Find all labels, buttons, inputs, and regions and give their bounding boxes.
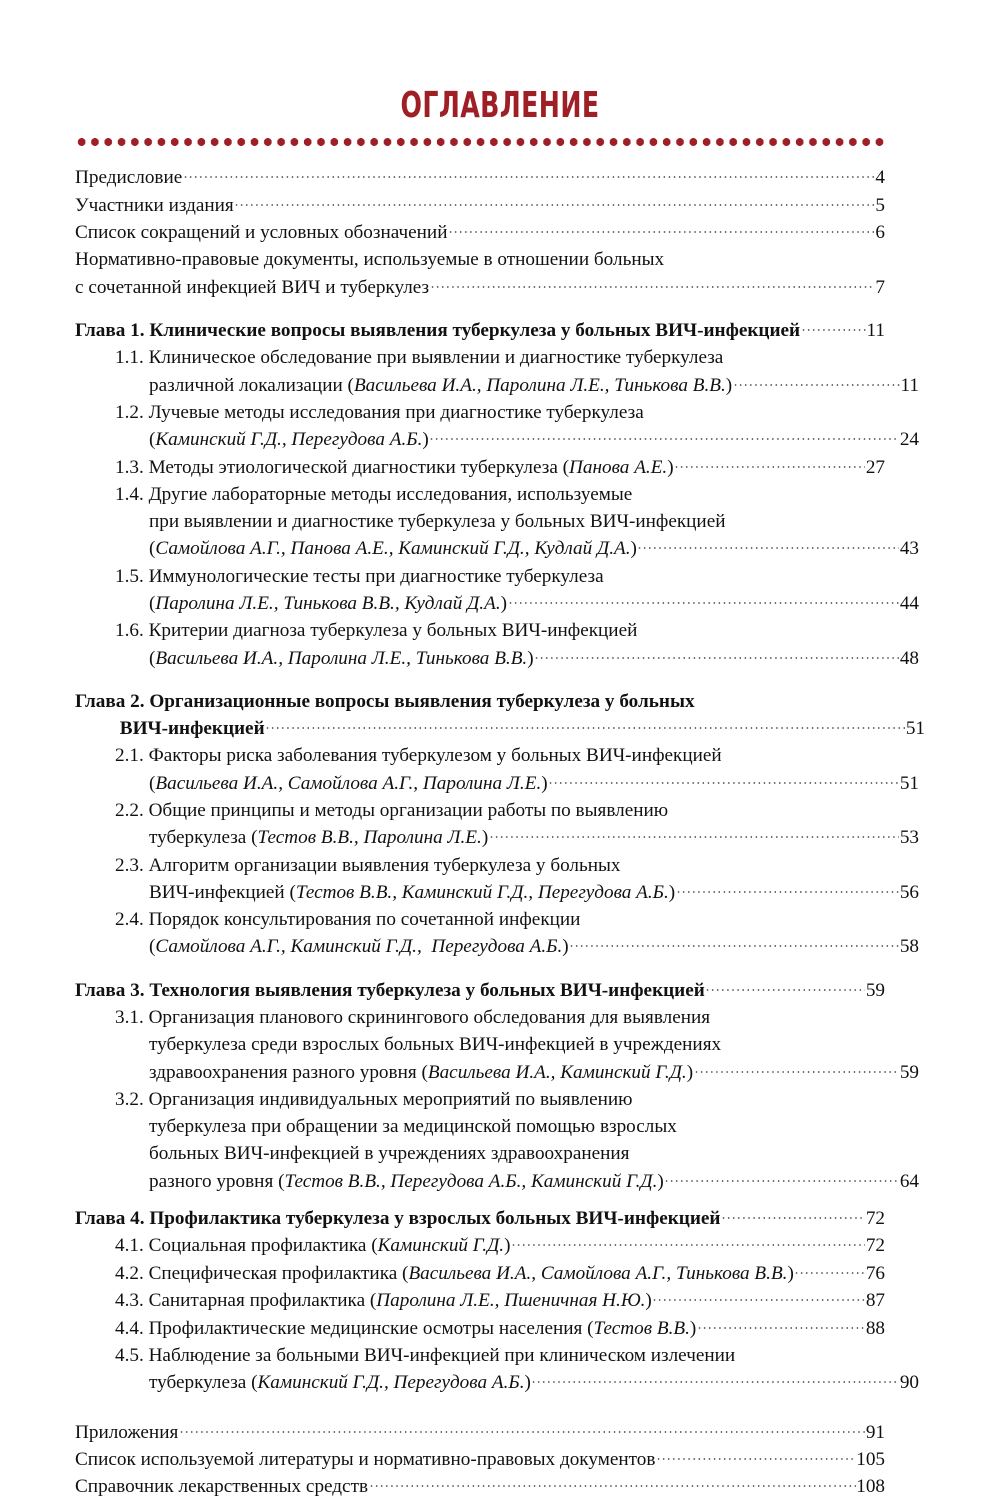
toc-entry-drug-reference[interactable]: [75, 1473, 885, 1500]
section-page: 64: [899, 1170, 919, 1192]
dot-leader: [801, 317, 866, 336]
chapter-4-list: [75, 1205, 919, 1397]
dot-leader: [637, 535, 899, 554]
section-authors: Паролина Л.Е., Пшеничная Н.Ю.: [376, 1290, 646, 1312]
section-authors: Самойлова А.Г., Каминский Г.Д., Перегудова А.Б.: [155, 936, 563, 958]
toc-section-1-5[interactable]: [115, 563, 919, 618]
section-page: 48: [899, 647, 919, 669]
section-label-line2: при выявлении и диагностике туберкулеза у больных ВИЧ-инфекцией: [149, 510, 726, 532]
section-label-line1: 1.1. Клиническое обследование при выявлении и диагностике туберкулеза: [115, 347, 724, 369]
dot-leader: [676, 879, 900, 898]
toc-entry-appendices[interactable]: [75, 1418, 885, 1445]
section-page: 76: [865, 1262, 885, 1284]
section-label-last-line: 4.3. Санитарная профилактика (Паролина Л.Е., Пшеничная Н.Ю.): [115, 1290, 652, 1312]
section-label-line1: 2.3. Алгоритм организации выявления туберкулеза у больных: [115, 854, 621, 876]
dot-leader: [694, 1058, 900, 1077]
toc-entry-label: с сочетанной инфекцией ВИЧ и туберкулез: [75, 276, 430, 298]
front-matter-list: [75, 164, 885, 301]
section-label-last-line: (Самойлова А.Г., Панова А.Е., Каминский Г.Д., Кудлай Д.А.): [149, 538, 637, 560]
toc-section-4-1[interactable]: [115, 1232, 885, 1259]
dot-leader: [794, 1260, 865, 1279]
section-label-line1: 3.1. Организация планового скринингового обследования для выявления: [115, 1007, 711, 1029]
section-page: 51: [899, 772, 919, 794]
toc-entry-label: Предисловие: [75, 167, 183, 189]
toc-section-2-2[interactable]: [115, 797, 919, 852]
toc-entry-preface[interactable]: [75, 164, 885, 191]
dot-leader: [697, 1314, 866, 1333]
toc-chapter-4-heading[interactable]: [75, 1205, 885, 1232]
dot-leader: [234, 191, 875, 210]
section-page: 58: [899, 936, 919, 958]
toc-entry-page: 108: [856, 1476, 885, 1498]
section-page: 87: [865, 1290, 885, 1312]
toc-chapter-1-heading[interactable]: [75, 317, 885, 344]
section-label-last-line: (Васильева И.А., Паролина Л.Е., Тинькова В.В.): [149, 647, 534, 669]
dot-leader: [430, 273, 875, 292]
toc-entry-abbreviations[interactable]: [75, 219, 885, 246]
section-label-last-line: туберкулеза (Тестов В.В., Паролина Л.Е.): [149, 827, 489, 849]
dot-leader: [531, 1369, 899, 1388]
toc-entry-label: Список используемой литературы и нормативно-правовых документов: [75, 1449, 656, 1470]
toc-section-2-3[interactable]: [115, 852, 919, 907]
chapter-title-line1: Глава 2. Организационные вопросы выявления туберкулеза у больных: [75, 690, 695, 712]
dot-leader: [511, 1232, 865, 1251]
toc-chapter-3-heading[interactable]: [75, 977, 885, 1004]
dot-leader: [569, 933, 899, 952]
toc-entry-page: 4: [875, 167, 885, 189]
chapter-page: 11: [866, 319, 885, 341]
toc-entry-label: Список сокращений и условных обозначений: [75, 221, 448, 243]
section-authors: Каминский Г.Д., Перегудова А.Б.: [257, 1372, 525, 1394]
toc-section-1-4[interactable]: [115, 481, 919, 563]
section-authors: Каминский Г.Д., Перегудова А.Б.: [155, 429, 423, 451]
dot-leader: [448, 219, 875, 238]
section-authors: Тестов В.В.: [593, 1317, 690, 1339]
section-label-line1: 4.5. Наблюдение за больными ВИЧ-инфекцией при клиническом излечении: [115, 1344, 736, 1366]
section-label-last-line: 4.2. Специфическая профилактика (Васильева И.А., Самойлова А.Г., Тинькова В.В.): [115, 1262, 794, 1284]
dot-leader: [534, 644, 899, 663]
section-label-last-line: здравоохранения разного уровня (Васильева И.А., Каминский Г.Д.): [149, 1061, 694, 1083]
toc-entry-page: 91: [865, 1421, 885, 1443]
section-page: 53: [899, 827, 919, 849]
section-label-line1: 3.2. Организация индивидуальных мероприятий по выявлению: [115, 1088, 633, 1110]
chapter-page: 51: [905, 718, 925, 740]
dot-leader: [429, 426, 899, 445]
toc-section-4-5[interactable]: [115, 1342, 919, 1397]
section-authors: Васильева И.А., Каминский Г.Д.: [427, 1061, 687, 1083]
section-page: 56: [899, 881, 919, 903]
section-authors: Васильева И.А., Паролина Л.Е., Тинькова В.В.: [155, 647, 528, 669]
section-label-last-line: 4.1. Социальная профилактика (Каминский Г.Д.): [115, 1235, 511, 1257]
toc-entry-contributors[interactable]: [75, 191, 885, 218]
back-matter-list: [75, 1418, 885, 1500]
toc-section-4-3[interactable]: [115, 1287, 885, 1314]
toc-entry-label: Справочник лекарственных средств: [75, 1476, 369, 1498]
section-label-line1: 2.2. Общие принципы и методы организации работы по выявлению: [115, 799, 669, 821]
section-page: 43: [899, 538, 919, 560]
toc-section-3-2[interactable]: [115, 1086, 919, 1195]
dot-leader: [265, 715, 905, 734]
chapter-3-list: [75, 977, 919, 1195]
toc-section-1-3[interactable]: [115, 453, 885, 480]
chapter-title: Глава 3. Технология выявления туберкулеза у больных ВИЧ-инфекцией: [75, 979, 705, 1001]
chapter-page: 72: [865, 1208, 885, 1230]
chapter-2-list: [75, 688, 925, 961]
section-label-last-line: туберкулеза (Каминский Г.Д., Перегудова А.Б.): [149, 1372, 531, 1394]
toc-section-3-1[interactable]: [115, 1004, 919, 1086]
section-label-last-line: различной локализации (Васильева И.А., Паролина Л.Е., Тинькова В.В.): [149, 374, 733, 396]
toc-entry-label: Участники издания: [75, 194, 234, 216]
toc-entry-page: 5: [875, 194, 885, 216]
section-page: 88: [865, 1317, 885, 1339]
section-label-last-line: 4.4. Профилактические медицинские осмотры населения (Тестов В.В.): [115, 1317, 697, 1339]
section-authors: Каминский Г.Д.: [377, 1235, 505, 1257]
dot-leader: [656, 1446, 856, 1465]
toc-section-1-2[interactable]: [115, 399, 919, 454]
section-label-last-line: (Васильева И.А., Самойлова А.Г., Паролина Л.Е.): [149, 772, 548, 794]
toc-entry-label: Приложения: [75, 1421, 179, 1443]
dot-leader: [733, 371, 900, 390]
toc-entry-page: 105: [856, 1449, 885, 1470]
section-label-line1: 1.4. Другие лабораторные методы исследования, используемые: [115, 483, 633, 505]
toc-section-1-6[interactable]: [115, 617, 919, 672]
section-page: 72: [865, 1235, 885, 1257]
chapter-title: ВИЧ-инфекцией: [115, 718, 265, 740]
section-page: 11: [900, 374, 919, 396]
section-authors: Васильева И.А., Паролина Л.Е., Тинькова В.В.: [353, 374, 726, 396]
section-page: 59: [899, 1061, 919, 1083]
dot-leader: [548, 770, 899, 789]
section-label-line2: туберкулеза среди взрослых больных ВИЧ-инфекцией в учреждениях: [149, 1034, 722, 1056]
dot-leader: [369, 1473, 856, 1492]
dot-leader: [179, 1418, 866, 1437]
section-label-last-line: (Паролина Л.Е., Тинькова В.В., Кудлай Д.А.): [149, 592, 508, 614]
section-label-line3: больных ВИЧ-инфекцией в учреждениях здравоохранения: [149, 1143, 630, 1165]
section-label-last-line: ВИЧ-инфекцией (Тестов В.В., Каминский Г.Д., Перегудова А.Б.): [149, 881, 676, 903]
toc-section-1-1[interactable]: [115, 344, 919, 399]
section-authors: Паролина Л.Е., Тинькова В.В., Кудлай Д.А.: [155, 592, 501, 614]
toc-entry-page: 6: [875, 221, 885, 243]
section-page: 90: [899, 1372, 919, 1394]
dot-leader: [183, 164, 875, 183]
page-title: ОГЛАВЛЕНИЕ: [400, 85, 600, 126]
toc-entry-legal-documents[interactable]: [75, 246, 885, 301]
section-label-last-line: разного уровня (Тестов В.В., Перегудова А.Б., Каминский Г.Д.): [149, 1170, 664, 1192]
toc-chapter-2-heading[interactable]: [75, 688, 925, 743]
dot-leader: [652, 1287, 865, 1306]
toc-section-4-2[interactable]: [115, 1260, 885, 1287]
toc-section-2-1[interactable]: [115, 742, 919, 797]
toc-section-4-4[interactable]: [115, 1314, 885, 1341]
section-label-line1: 1.6. Критерии диагноза туберкулеза у больных ВИЧ-инфекцией: [115, 620, 638, 642]
section-authors: Самойлова А.Г., Панова А.Е., Каминский Г.Д., Кудлай Д.А.: [155, 538, 631, 560]
chapter-title: Глава 1. Клинические вопросы выявления туберкулеза у больных ВИЧ-инфекцией: [75, 319, 801, 341]
chapter-page: 59: [865, 979, 885, 1001]
dot-leader: [508, 590, 900, 609]
section-label-last-line: (Каминский Г.Д., Перегудова А.Б.): [149, 429, 429, 451]
dot-leader: [674, 453, 865, 472]
section-authors: Тестов В.В., Каминский Г.Д., Перегудова А.Б.: [295, 881, 669, 903]
chapter-title: Глава 4. Профилактика туберкулеза у взрослых больных ВИЧ-инфекцией: [75, 1208, 721, 1230]
section-label-line1: 2.4. Порядок консультирования по сочетанной инфекции: [115, 909, 581, 931]
toc-entry-label-line1: Нормативно-правовые документы, используемые в отношении больных: [75, 249, 665, 271]
section-label-line1: 1.5. Иммунологические тесты при диагностике туберкулеза: [115, 565, 604, 587]
section-authors: Тестов В.В., Паролина Л.Е.: [257, 827, 482, 849]
title-dotted-rule: [75, 138, 885, 146]
dot-leader: [664, 1167, 899, 1186]
section-label-last-line: 1.3. Методы этиологической диагностики туберкулеза (Панова А.Е.): [115, 456, 674, 478]
dot-leader: [705, 977, 865, 996]
section-label-line1: 1.2. Лучевые методы исследования при диагностике туберкулеза: [115, 401, 644, 423]
dot-leader: [489, 824, 900, 843]
section-page: 27: [865, 456, 885, 478]
chapter-1-list: [75, 317, 919, 672]
section-authors: Тестов В.В., Перегудова А.Б., Каминский Г.Д.: [284, 1170, 658, 1192]
toc-section-2-4[interactable]: [115, 906, 919, 961]
dot-leader: [721, 1205, 865, 1224]
toc-entry-page: 7: [875, 276, 885, 298]
section-authors: Васильева И.А., Самойлова А.Г., Паролина Л.Е.: [155, 772, 542, 794]
section-label-line2: туберкулеза при обращении за медицинской помощью взрослых: [149, 1116, 677, 1138]
section-page: 44: [899, 592, 919, 614]
section-authors: Панова А.Е.: [569, 456, 668, 478]
section-label-last-line: (Самойлова А.Г., Каминский Г.Д., Перегудова А.Б.): [149, 936, 569, 958]
section-label-line1: 2.1. Факторы риска заболевания туберкулезом у больных ВИЧ-инфекцией: [115, 745, 722, 767]
section-page: 24: [899, 429, 919, 451]
section-authors: Васильева И.А., Самойлова А.Г., Тинькова В.В.: [408, 1262, 788, 1284]
toc-entry-bibliography[interactable]: [75, 1446, 885, 1473]
